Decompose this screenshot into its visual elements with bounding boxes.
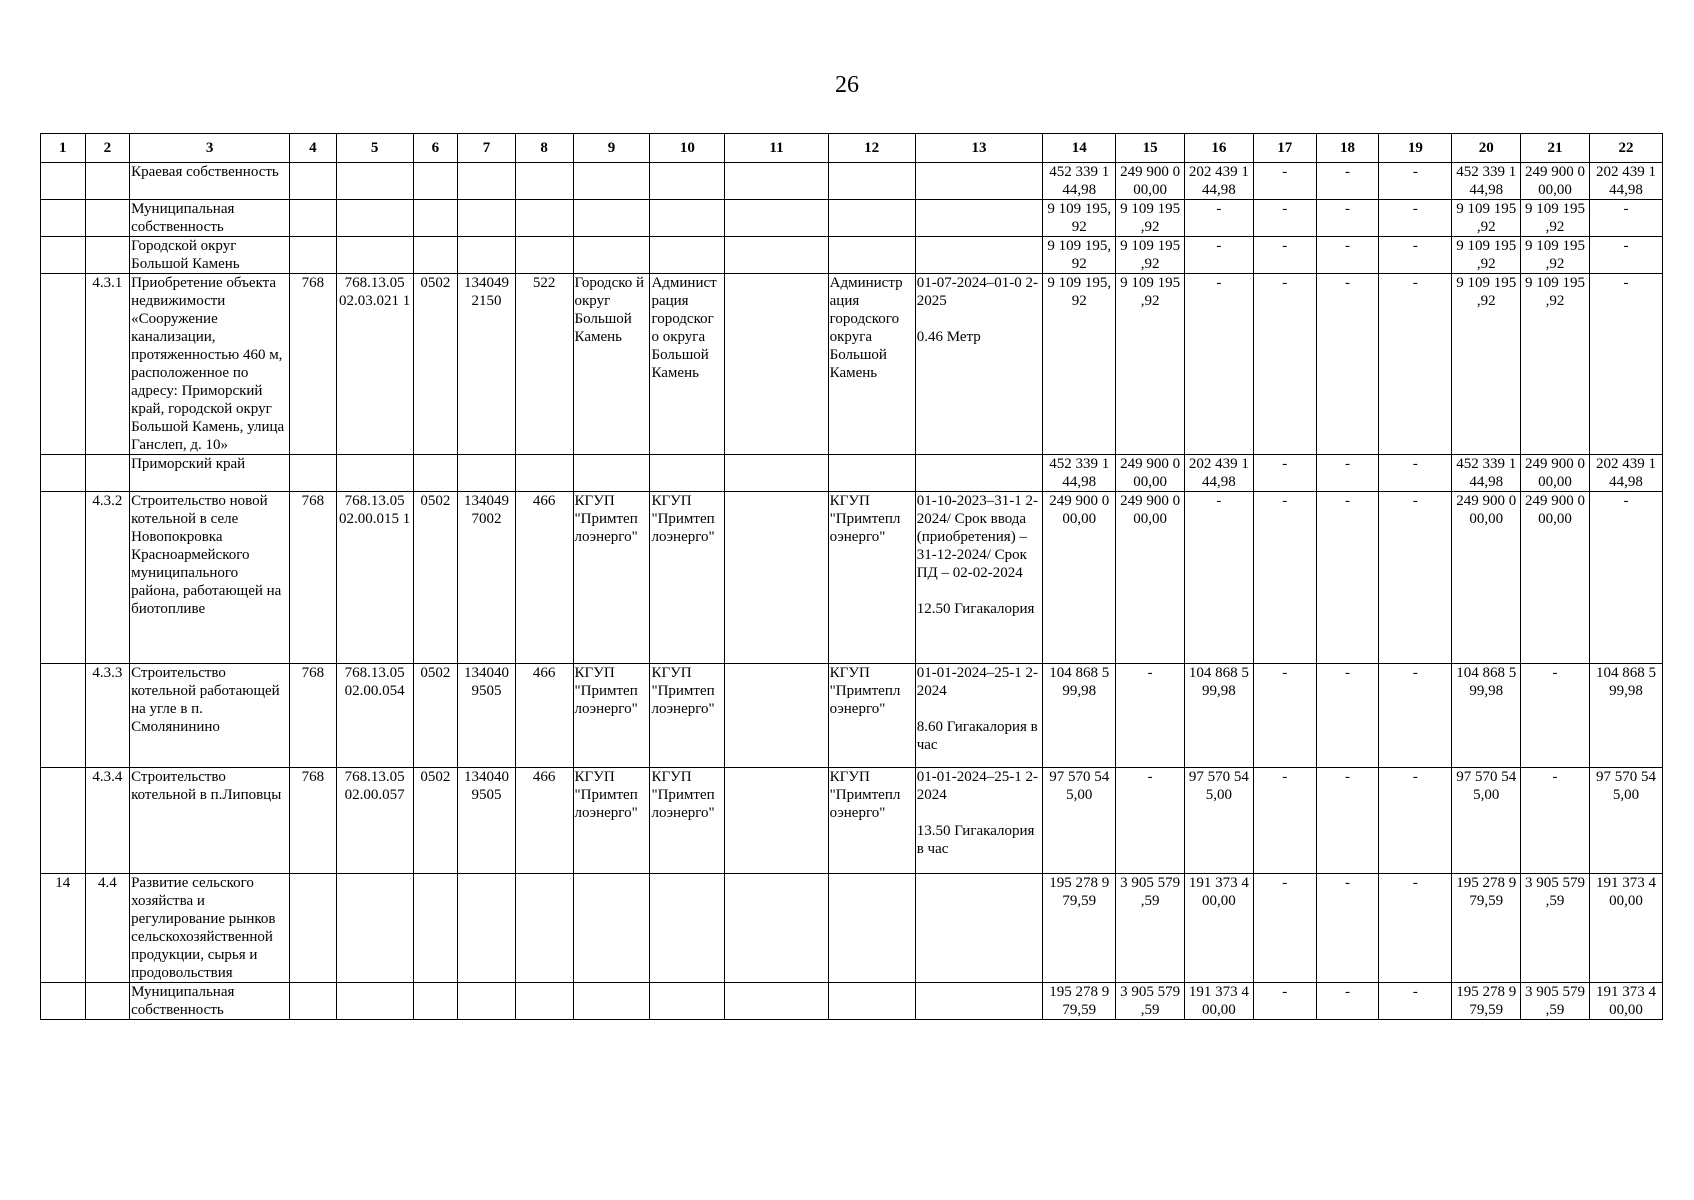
- cell-col-22: -: [1589, 492, 1662, 664]
- cell-col-21: 249 900 0 00,00: [1521, 492, 1590, 664]
- cell-col-1: [41, 163, 86, 200]
- cell-col-11: [725, 200, 828, 237]
- cell-col-14: 452 339 1 44,98: [1043, 163, 1116, 200]
- table-body: [41, 163, 1663, 1020]
- cell-col-11: [725, 874, 828, 983]
- cell-col-3: Краевая собственность: [130, 163, 290, 200]
- cell-col-10: КГУП "Примтеп лоэнерго": [650, 664, 725, 768]
- cell-col-8: [515, 237, 573, 274]
- cell-col-6: [413, 874, 458, 983]
- cell-col-19: -: [1379, 163, 1452, 200]
- cell-col-6: [413, 455, 458, 492]
- cell-col-15: 249 900 0 00,00: [1116, 163, 1185, 200]
- table-row: [41, 200, 1663, 237]
- cell-col-6: 0502: [413, 664, 458, 768]
- cell-col-12: [828, 163, 915, 200]
- cell-col-17: -: [1253, 492, 1316, 664]
- cell-col-18: -: [1316, 492, 1379, 664]
- column-header-3: 3: [130, 134, 290, 163]
- cell-col-14: 97 570 54 5,00: [1043, 768, 1116, 874]
- cell-col-13: 01-10-2023–31-1 2-2024/ Срок ввода (приобретения) – 31-12-2024/ Срок ПД – 02-02-2024 12.50 Гигакалория: [915, 492, 1043, 664]
- cell-col-4: [290, 455, 337, 492]
- cell-col-22: 191 373 4 00,00: [1589, 874, 1662, 983]
- cell-col-5: [336, 983, 413, 1020]
- cell-col-15: 9 109 195 ,92: [1116, 274, 1185, 455]
- cell-col-21: 9 109 195 ,92: [1521, 274, 1590, 455]
- cell-col-15: 249 900 0 00,00: [1116, 492, 1185, 664]
- column-header-7: 7: [458, 134, 516, 163]
- cell-col-9: КГУП "Примтеп лоэнерго": [573, 664, 650, 768]
- cell-col-18: -: [1316, 768, 1379, 874]
- cell-col-18: -: [1316, 874, 1379, 983]
- cell-col-7: [458, 163, 516, 200]
- column-header-21: 21: [1521, 134, 1590, 163]
- column-header-12: 12: [828, 134, 915, 163]
- cell-col-12: [828, 874, 915, 983]
- cell-col-6: 0502: [413, 768, 458, 874]
- cell-col-19: -: [1379, 492, 1452, 664]
- cell-col-5: 768.13.05 02.03.021 1: [336, 274, 413, 455]
- cell-col-12: [828, 983, 915, 1020]
- cell-col-20: 195 278 9 79,59: [1452, 983, 1521, 1020]
- cell-col-20: 9 109 195 ,92: [1452, 237, 1521, 274]
- cell-col-22: 202 439 1 44,98: [1589, 163, 1662, 200]
- cell-col-8: 466: [515, 664, 573, 768]
- cell-col-14: 9 109 195, 92: [1043, 200, 1116, 237]
- cell-col-18: -: [1316, 237, 1379, 274]
- cell-col-10: [650, 874, 725, 983]
- cell-col-3: Муниципальная собственность: [130, 200, 290, 237]
- cell-col-21: 3 905 579 ,59: [1521, 874, 1590, 983]
- cell-col-15: 9 109 195 ,92: [1116, 237, 1185, 274]
- cell-col-21: 249 900 0 00,00: [1521, 163, 1590, 200]
- cell-col-14: 195 278 9 79,59: [1043, 983, 1116, 1020]
- column-header-4: 4: [290, 134, 337, 163]
- cell-col-1: [41, 492, 86, 664]
- cell-col-1: [41, 455, 86, 492]
- cell-col-14: 195 278 9 79,59: [1043, 874, 1116, 983]
- cell-col-1: 14: [41, 874, 86, 983]
- table-row: [41, 874, 1663, 983]
- cell-col-16: -: [1185, 200, 1254, 237]
- cell-col-15: -: [1116, 768, 1185, 874]
- cell-col-5: [336, 455, 413, 492]
- cell-col-2: [85, 237, 130, 274]
- table-row: [41, 983, 1663, 1020]
- cell-col-9: КГУП "Примтеп лоэнерго": [573, 492, 650, 664]
- cell-col-19: -: [1379, 664, 1452, 768]
- cell-col-4: 768: [290, 492, 337, 664]
- cell-col-13: [915, 163, 1043, 200]
- cell-col-19: -: [1379, 874, 1452, 983]
- cell-col-7: [458, 237, 516, 274]
- cell-col-21: -: [1521, 664, 1590, 768]
- cell-col-3: Развитие сельского хозяйства и регулирование рынков сельскохозяйственной продукции, сырья и продовольствия: [130, 874, 290, 983]
- cell-col-10: КГУП "Примтеп лоэнерго": [650, 492, 725, 664]
- cell-col-16: -: [1185, 492, 1254, 664]
- cell-col-5: [336, 874, 413, 983]
- cell-col-19: -: [1379, 237, 1452, 274]
- cell-col-18: -: [1316, 664, 1379, 768]
- column-header-19: 19: [1379, 134, 1452, 163]
- cell-col-8: 522: [515, 274, 573, 455]
- cell-col-14: 9 109 195, 92: [1043, 237, 1116, 274]
- cell-col-8: [515, 163, 573, 200]
- cell-col-17: -: [1253, 768, 1316, 874]
- cell-col-16: 202 439 1 44,98: [1185, 163, 1254, 200]
- cell-col-6: 0502: [413, 492, 458, 664]
- cell-col-17: -: [1253, 983, 1316, 1020]
- cell-col-2: 4.3.2: [85, 492, 130, 664]
- cell-col-11: [725, 455, 828, 492]
- cell-col-18: -: [1316, 200, 1379, 237]
- cell-col-3: Строительство котельной в п.Липовцы: [130, 768, 290, 874]
- header-row: [41, 134, 1663, 163]
- cell-col-2: 4.3.1: [85, 274, 130, 455]
- cell-col-12: [828, 200, 915, 237]
- cell-col-4: 768: [290, 274, 337, 455]
- cell-col-10: [650, 200, 725, 237]
- cell-col-9: КГУП "Примтеп лоэнерго": [573, 768, 650, 874]
- cell-col-18: -: [1316, 274, 1379, 455]
- cell-col-10: [650, 237, 725, 274]
- cell-col-14: 452 339 1 44,98: [1043, 455, 1116, 492]
- column-header-15: 15: [1116, 134, 1185, 163]
- cell-col-7: 134049 7002: [458, 492, 516, 664]
- cell-col-6: [413, 237, 458, 274]
- cell-col-8: [515, 200, 573, 237]
- column-header-5: 5: [336, 134, 413, 163]
- cell-col-12: КГУП "Примтепл оэнерго": [828, 492, 915, 664]
- cell-col-16: 191 373 4 00,00: [1185, 874, 1254, 983]
- table-row: [41, 492, 1663, 664]
- cell-col-10: [650, 163, 725, 200]
- cell-col-6: [413, 163, 458, 200]
- cell-col-19: -: [1379, 455, 1452, 492]
- cell-col-14: 249 900 0 00,00: [1043, 492, 1116, 664]
- cell-col-19: -: [1379, 768, 1452, 874]
- cell-col-21: 9 109 195 ,92: [1521, 237, 1590, 274]
- cell-col-11: [725, 274, 828, 455]
- cell-col-17: -: [1253, 455, 1316, 492]
- cell-col-17: -: [1253, 163, 1316, 200]
- cell-col-5: [336, 163, 413, 200]
- cell-col-20: 249 900 0 00,00: [1452, 492, 1521, 664]
- cell-col-13: 01-01-2024–25-1 2-2024 13.50 Гигакалория в час: [915, 768, 1043, 874]
- cell-col-20: 452 339 1 44,98: [1452, 163, 1521, 200]
- cell-col-7: 134049 2150: [458, 274, 516, 455]
- cell-col-10: КГУП "Примтеп лоэнерго": [650, 768, 725, 874]
- cell-col-17: -: [1253, 237, 1316, 274]
- cell-col-12: [828, 455, 915, 492]
- cell-col-15: -: [1116, 664, 1185, 768]
- cell-col-21: 9 109 195 ,92: [1521, 200, 1590, 237]
- cell-col-3: Строительство новой котельной в селе Новопокровка Красноармейского муниципального района, работающей на биотопливе: [130, 492, 290, 664]
- cell-col-20: 97 570 54 5,00: [1452, 768, 1521, 874]
- cell-col-19: -: [1379, 200, 1452, 237]
- cell-col-9: [573, 163, 650, 200]
- cell-col-16: 97 570 54 5,00: [1185, 768, 1254, 874]
- column-header-1: 1: [41, 134, 86, 163]
- cell-col-2: [85, 200, 130, 237]
- cell-col-13: [915, 200, 1043, 237]
- cell-col-21: -: [1521, 768, 1590, 874]
- cell-col-2: 4.3.3: [85, 664, 130, 768]
- cell-col-20: 104 868 5 99,98: [1452, 664, 1521, 768]
- cell-col-13: [915, 237, 1043, 274]
- cell-col-7: [458, 200, 516, 237]
- cell-col-1: [41, 768, 86, 874]
- cell-col-8: [515, 874, 573, 983]
- cell-col-20: 9 109 195 ,92: [1452, 200, 1521, 237]
- cell-col-3: Приобретение объекта недвижимости «Сооружение канализации, протяженностью 460 м, расположенное по адресу: Приморский край, городской округ Большой Камень, улица Ганслеп, д. 10»: [130, 274, 290, 455]
- cell-col-10: [650, 455, 725, 492]
- cell-col-17: -: [1253, 664, 1316, 768]
- column-header-16: 16: [1185, 134, 1254, 163]
- cell-col-1: [41, 200, 86, 237]
- cell-col-9: [573, 200, 650, 237]
- cell-col-22: 191 373 4 00,00: [1589, 983, 1662, 1020]
- cell-col-18: -: [1316, 455, 1379, 492]
- cell-col-3: Приморский край: [130, 455, 290, 492]
- cell-col-21: 3 905 579 ,59: [1521, 983, 1590, 1020]
- column-header-22: 22: [1589, 134, 1662, 163]
- cell-col-22: 104 868 5 99,98: [1589, 664, 1662, 768]
- cell-col-4: 768: [290, 768, 337, 874]
- column-header-17: 17: [1253, 134, 1316, 163]
- cell-col-12: Администр ация городского округа Большой Камень: [828, 274, 915, 455]
- cell-col-8: [515, 983, 573, 1020]
- cell-col-5: [336, 200, 413, 237]
- cell-col-18: -: [1316, 983, 1379, 1020]
- cell-col-13: [915, 983, 1043, 1020]
- cell-col-2: 4.3.4: [85, 768, 130, 874]
- table-row: [41, 664, 1663, 768]
- cell-col-15: 3 905 579 ,59: [1116, 983, 1185, 1020]
- column-header-20: 20: [1452, 134, 1521, 163]
- cell-col-7: [458, 983, 516, 1020]
- cell-col-2: [85, 983, 130, 1020]
- cell-col-3: Городской округ Большой Камень: [130, 237, 290, 274]
- cell-col-11: [725, 664, 828, 768]
- cell-col-17: -: [1253, 200, 1316, 237]
- cell-col-5: [336, 237, 413, 274]
- cell-col-9: [573, 983, 650, 1020]
- cell-col-11: [725, 768, 828, 874]
- cell-col-11: [725, 983, 828, 1020]
- cell-col-22: 202 439 1 44,98: [1589, 455, 1662, 492]
- cell-col-10: [650, 983, 725, 1020]
- cell-col-9: [573, 237, 650, 274]
- cell-col-7: [458, 874, 516, 983]
- cell-col-12: КГУП "Примтепл оэнерго": [828, 768, 915, 874]
- table-row: [41, 455, 1663, 492]
- cell-col-13: 01-07-2024–01-0 2-2025 0.46 Метр: [915, 274, 1043, 455]
- cell-col-2: 4.4: [85, 874, 130, 983]
- cell-col-14: 104 868 5 99,98: [1043, 664, 1116, 768]
- cell-col-19: -: [1379, 274, 1452, 455]
- column-header-14: 14: [1043, 134, 1116, 163]
- cell-col-1: [41, 983, 86, 1020]
- cell-col-11: [725, 163, 828, 200]
- cell-col-7: [458, 455, 516, 492]
- cell-col-5: 768.13.05 02.00.015 1: [336, 492, 413, 664]
- cell-col-4: [290, 200, 337, 237]
- page-number: 26: [835, 72, 859, 98]
- cell-col-8: [515, 455, 573, 492]
- cell-col-22: -: [1589, 274, 1662, 455]
- column-header-18: 18: [1316, 134, 1379, 163]
- cell-col-20: 452 339 1 44,98: [1452, 455, 1521, 492]
- cell-col-9: [573, 874, 650, 983]
- cell-col-4: [290, 237, 337, 274]
- cell-col-7: 134040 9505: [458, 768, 516, 874]
- cell-col-16: 202 439 1 44,98: [1185, 455, 1254, 492]
- cell-col-16: 191 373 4 00,00: [1185, 983, 1254, 1020]
- column-header-13: 13: [915, 134, 1043, 163]
- cell-col-6: [413, 983, 458, 1020]
- cell-col-4: [290, 874, 337, 983]
- column-header-8: 8: [515, 134, 573, 163]
- cell-col-6: [413, 200, 458, 237]
- cell-col-18: -: [1316, 163, 1379, 200]
- cell-col-15: 249 900 0 00,00: [1116, 455, 1185, 492]
- table-row: [41, 237, 1663, 274]
- column-header-2: 2: [85, 134, 130, 163]
- cell-col-20: 9 109 195 ,92: [1452, 274, 1521, 455]
- cell-col-5: 768.13.05 02.00.057: [336, 768, 413, 874]
- cell-col-13: [915, 455, 1043, 492]
- cell-col-17: -: [1253, 874, 1316, 983]
- cell-col-12: [828, 237, 915, 274]
- cell-col-22: 97 570 54 5,00: [1589, 768, 1662, 874]
- cell-col-15: 9 109 195 ,92: [1116, 200, 1185, 237]
- cell-col-8: 466: [515, 768, 573, 874]
- cell-col-16: -: [1185, 274, 1254, 455]
- table-row: [41, 163, 1663, 200]
- cell-col-13: 01-01-2024–25-1 2-2024 8.60 Гигакалория в час: [915, 664, 1043, 768]
- cell-col-16: -: [1185, 237, 1254, 274]
- cell-col-3: Строительство котельной работающей на угле в п. Смолянинино: [130, 664, 290, 768]
- table-row: [41, 274, 1663, 455]
- cell-col-11: [725, 237, 828, 274]
- cell-col-9: [573, 455, 650, 492]
- cell-col-22: -: [1589, 237, 1662, 274]
- cell-col-19: -: [1379, 983, 1452, 1020]
- cell-col-16: 104 868 5 99,98: [1185, 664, 1254, 768]
- cell-col-1: [41, 237, 86, 274]
- cell-col-10: Админист рация городског о округа Большой Камень: [650, 274, 725, 455]
- cell-col-20: 195 278 9 79,59: [1452, 874, 1521, 983]
- column-header-9: 9: [573, 134, 650, 163]
- column-header-11: 11: [725, 134, 828, 163]
- cell-col-2: [85, 455, 130, 492]
- cell-col-11: [725, 492, 828, 664]
- cell-col-1: [41, 274, 86, 455]
- cell-col-3: Муниципальная собственность: [130, 983, 290, 1020]
- cell-col-1: [41, 664, 86, 768]
- cell-col-4: [290, 163, 337, 200]
- cell-col-8: 466: [515, 492, 573, 664]
- column-header-10: 10: [650, 134, 725, 163]
- cell-col-2: [85, 163, 130, 200]
- cell-col-7: 134040 9505: [458, 664, 516, 768]
- cell-col-9: Городско й округ Большой Камень: [573, 274, 650, 455]
- table-row: [41, 768, 1663, 874]
- cell-col-17: -: [1253, 274, 1316, 455]
- cell-col-5: 768.13.05 02.00.054: [336, 664, 413, 768]
- cell-col-21: 249 900 0 00,00: [1521, 455, 1590, 492]
- program-table: [40, 133, 1663, 1020]
- cell-col-13: [915, 874, 1043, 983]
- cell-col-22: -: [1589, 200, 1662, 237]
- cell-col-14: 9 109 195, 92: [1043, 274, 1116, 455]
- cell-col-4: 768: [290, 664, 337, 768]
- cell-col-15: 3 905 579 ,59: [1116, 874, 1185, 983]
- cell-col-4: [290, 983, 337, 1020]
- column-header-6: 6: [413, 134, 458, 163]
- cell-col-6: 0502: [413, 274, 458, 455]
- cell-col-12: КГУП "Примтепл оэнерго": [828, 664, 915, 768]
